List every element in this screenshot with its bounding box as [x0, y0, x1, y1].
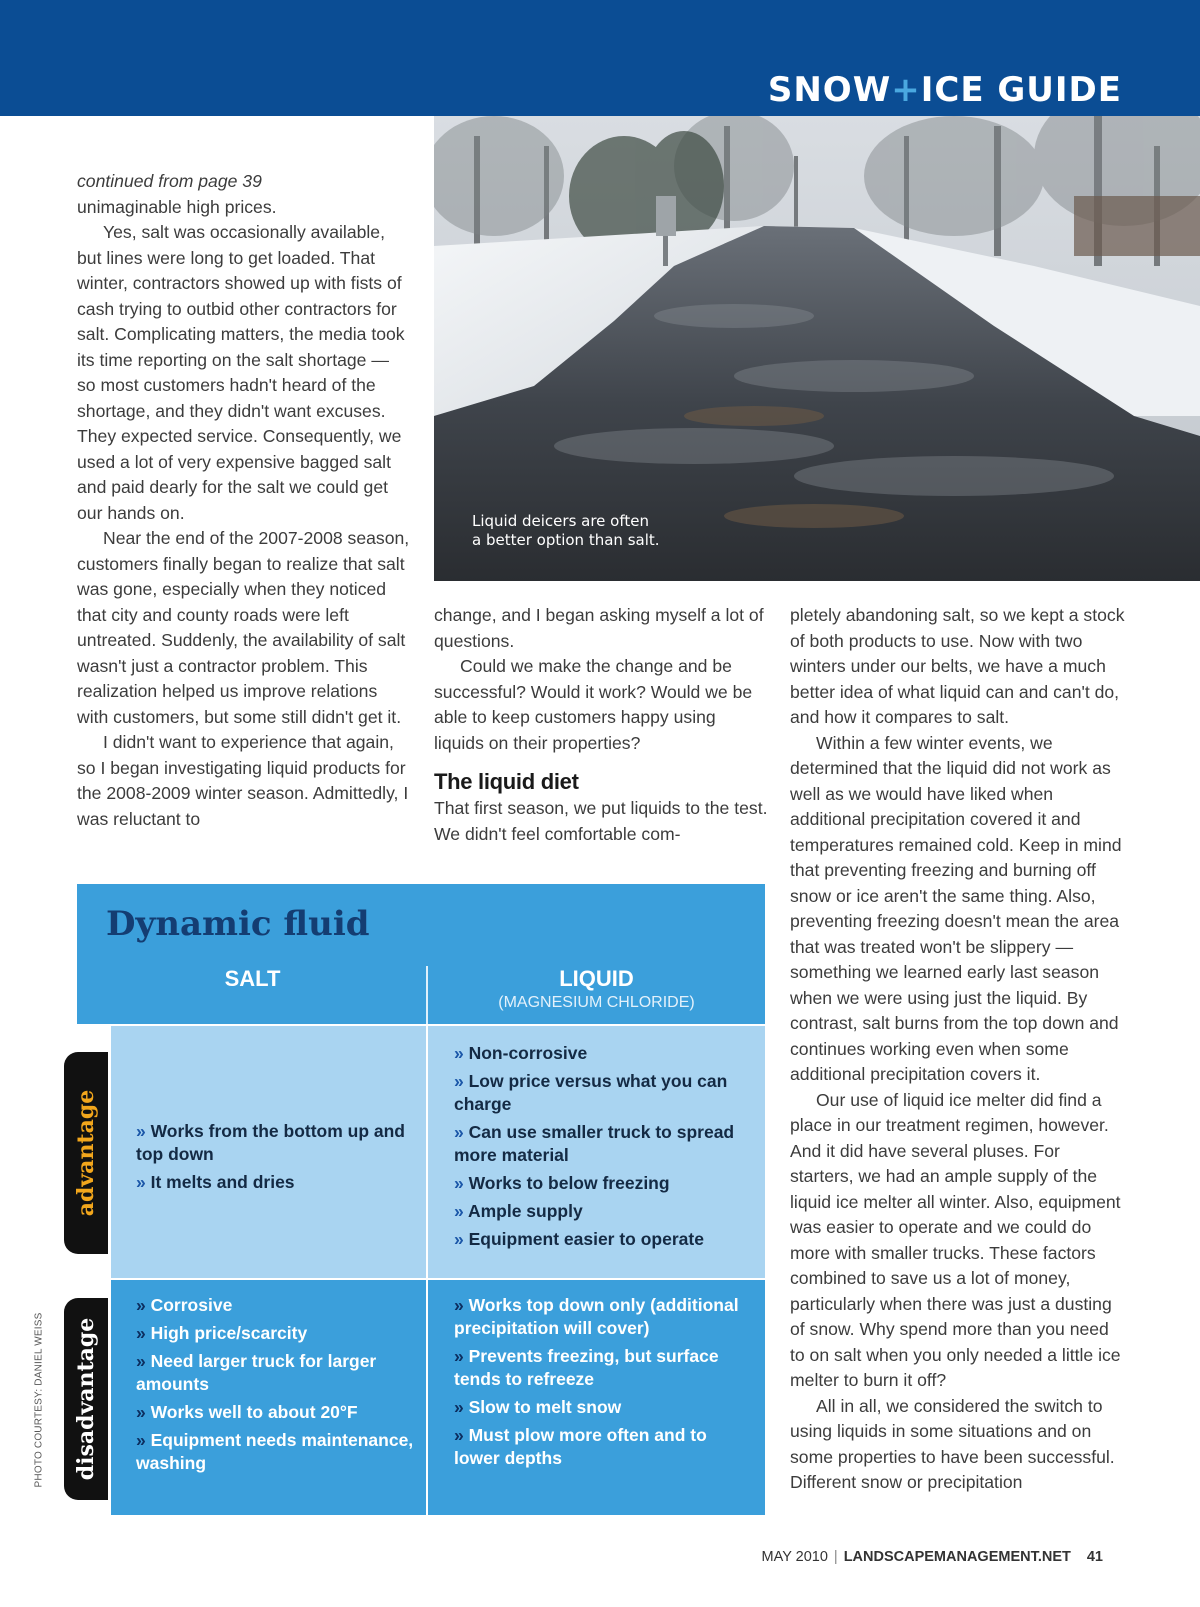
footer-divider: |	[833, 1549, 838, 1565]
chevron-right-icon: »	[136, 1351, 146, 1371]
disadvantage-label: disadvantage	[73, 1317, 99, 1481]
section-title-plus: +	[891, 70, 921, 110]
table-header	[77, 884, 765, 1024]
page-footer	[762, 1549, 1103, 1565]
advantage-row	[77, 1026, 765, 1278]
list-item-text: Works top down only (additional precipitation will cover)	[454, 1295, 739, 1338]
paragraph: Within a few winter events, we determined that the liquid did not work as well as we would have liked when additional precipitation covered it and temperatures remained cold. Keep in mind that preventing freezing and burning off snow or ice aren't the same thing. Also, preventing freezing doesn't mean the area that was treated won't be slippery — something we learned early last season when we were using just the liquid. By contrast, salt burns from the top down and continues working even when some additional precipitation covers it.	[790, 732, 1122, 1084]
header-bar	[0, 0, 1200, 116]
liquid-disadvantages	[454, 1294, 744, 1475]
list-item	[454, 1042, 744, 1065]
list-item-text: Must plow more often and to lower depths	[454, 1425, 707, 1468]
paragraph: unimaginable high prices.	[77, 196, 277, 217]
list-item	[454, 1200, 744, 1223]
salt-header-label: SALT	[224, 966, 281, 991]
list-item-text: Corrosive	[150, 1295, 233, 1315]
list-item-text: Works to below freezing	[468, 1173, 670, 1193]
chevron-right-icon: »	[136, 1295, 146, 1315]
list-item-text: Prevents freezing, but surface tends to refreeze	[454, 1346, 719, 1389]
list-item-text: Equipment easier to operate	[468, 1229, 704, 1249]
list-item	[454, 1294, 744, 1340]
comparison-table	[77, 884, 765, 1515]
chevron-right-icon: »	[136, 1430, 146, 1450]
article-column-3	[790, 603, 1125, 1496]
list-item	[136, 1429, 416, 1475]
chevron-right-icon: »	[454, 1229, 464, 1249]
article-column-1	[77, 169, 412, 832]
page-number: 41	[1086, 1549, 1103, 1565]
paragraph: Our use of liquid ice melter did find a place in our treatment regimen, however. And it did have several pluses. For starters, we had an ample supply of the liquid ice melter all winter. Also, equipment was easier to operate and we could do more with smaller trucks. These factors combined to save us a lot of money, particularly when there was just a dusting of snow. Why spend more than you need to on salt when you only needed a little ice melter to burn it off?	[790, 1089, 1121, 1390]
chevron-right-icon: »	[454, 1201, 464, 1221]
disadvantage-row	[77, 1280, 765, 1515]
list-item-text: It melts and dries	[150, 1172, 295, 1192]
cell-divider	[426, 1026, 428, 1278]
chevron-right-icon: »	[454, 1071, 464, 1091]
chevron-right-icon: »	[454, 1122, 464, 1142]
continued-note: continued from page 39	[77, 171, 262, 191]
list-item	[454, 1345, 744, 1391]
list-item	[454, 1172, 744, 1195]
chevron-right-icon: »	[454, 1173, 464, 1193]
list-item-text: Ample supply	[467, 1201, 583, 1221]
list-item	[454, 1396, 744, 1419]
list-item-text: Non-corrosive	[468, 1043, 588, 1063]
list-item-text: Works from the bottom up and top down	[136, 1121, 406, 1164]
salt-disadvantages	[136, 1294, 416, 1480]
caption-line-2: a better option than salt.	[472, 531, 660, 549]
paragraph: Could we make the change and be successful? Would it work? Would we be able to keep customers happy using liquids on their properties?	[434, 656, 753, 753]
advantage-tab	[64, 1052, 108, 1254]
list-item	[454, 1070, 744, 1116]
list-item	[136, 1350, 416, 1396]
salt-advantages	[136, 1120, 406, 1199]
chevron-right-icon: »	[136, 1323, 146, 1343]
list-item-text: Can use smaller truck to spread more material	[454, 1122, 735, 1165]
list-item-text: Works well to about 20°F	[150, 1402, 358, 1422]
disadvantage-tab	[64, 1298, 108, 1500]
footer-date: MAY 2010	[761, 1549, 828, 1565]
list-item	[136, 1401, 416, 1424]
paragraph: Near the end of the 2007-2008 season, customers finally began to realize that salt was gone, especially when they noticed that city and county roads were left untreated. Suddenly, the availability of salt wasn't just a contractor problem. This realization helped us improve relations with customers, but some still didn't get it.	[77, 528, 410, 727]
chevron-right-icon: »	[454, 1346, 464, 1366]
paragraph: That first season, we put liquids to the test. We didn't feel comfortable com-	[434, 798, 768, 844]
section-title-snow: SNOW	[767, 70, 892, 110]
list-item-text: High price/scarcity	[150, 1323, 308, 1343]
footer-site: LANDSCAPEMANAGEMENT.NET	[843, 1549, 1071, 1565]
list-item	[454, 1228, 744, 1251]
subheading-liquid-diet: The liquid diet	[434, 769, 579, 794]
chevron-right-icon: »	[454, 1397, 464, 1417]
section-title-ice: ICE GUIDE	[920, 70, 1122, 110]
section-title	[768, 70, 1122, 110]
list-item	[136, 1294, 416, 1317]
liquid-header-sublabel: (MAGNESIUM CHLORIDE)	[498, 994, 695, 1011]
list-item-text: Slow to melt snow	[468, 1397, 622, 1417]
liquid-header-label: LIQUID	[559, 966, 634, 991]
chevron-right-icon: »	[136, 1402, 146, 1422]
paragraph: I didn't want to experience that again, so I began investigating liquid products for the 2008-2009 winter season. Admittedly, I was reluctant to	[77, 732, 409, 829]
chevron-right-icon: »	[454, 1043, 464, 1063]
list-item	[136, 1120, 406, 1166]
paragraph: Yes, salt was occasionally available, but lines were long to get loaded. That winter, contractors showed up with fists of cash trying to outbid other contractors for salt. Complicating matters, the media took its time reporting on the salt shortage — so most customers hadn't heard of the shortage, and they didn't want excuses. They expected service. Consequently, we used a lot of very expensive bagged salt and paid dearly for the salt we could get our hands on.	[77, 222, 405, 523]
list-item	[454, 1121, 744, 1167]
liquid-advantages	[454, 1042, 744, 1256]
paragraph: change, and I began asking myself a lot of questions.	[434, 605, 764, 651]
photo-credit: PHOTO COURTESY: DANIEL WEISS	[33, 1312, 45, 1488]
cell-divider	[426, 1280, 428, 1515]
salt-column-header	[77, 966, 428, 992]
paragraph: pletely abandoning salt, so we kept a stock of both products to use. Now with two winters under our belts, we have a much better idea of what liquid can and can't do, and how it compares to salt.	[790, 605, 1125, 727]
list-item-text: Low price versus what you can charge	[454, 1071, 728, 1114]
list-item	[454, 1424, 744, 1470]
list-item	[136, 1171, 406, 1194]
liquid-column-header	[428, 966, 765, 1012]
caption-line-1: Liquid deicers are often	[472, 512, 649, 530]
list-item-text: Need larger truck for larger amounts	[136, 1351, 377, 1394]
list-item	[136, 1322, 416, 1345]
paragraph: All in all, we considered the switch to using liquids in some situations and on some properties to have been successful. Different snow or precipitation	[790, 1395, 1115, 1492]
chevron-right-icon: »	[454, 1295, 464, 1315]
chevron-right-icon: »	[136, 1172, 146, 1192]
list-item-text: Equipment needs maintenance, washing	[136, 1430, 414, 1473]
advantage-label: advantage	[73, 1089, 99, 1217]
chevron-right-icon: »	[136, 1121, 146, 1141]
article-column-2	[434, 603, 769, 847]
table-title: Dynamic fluid	[106, 904, 370, 944]
photo-caption	[472, 512, 692, 550]
chevron-right-icon: »	[454, 1425, 464, 1445]
